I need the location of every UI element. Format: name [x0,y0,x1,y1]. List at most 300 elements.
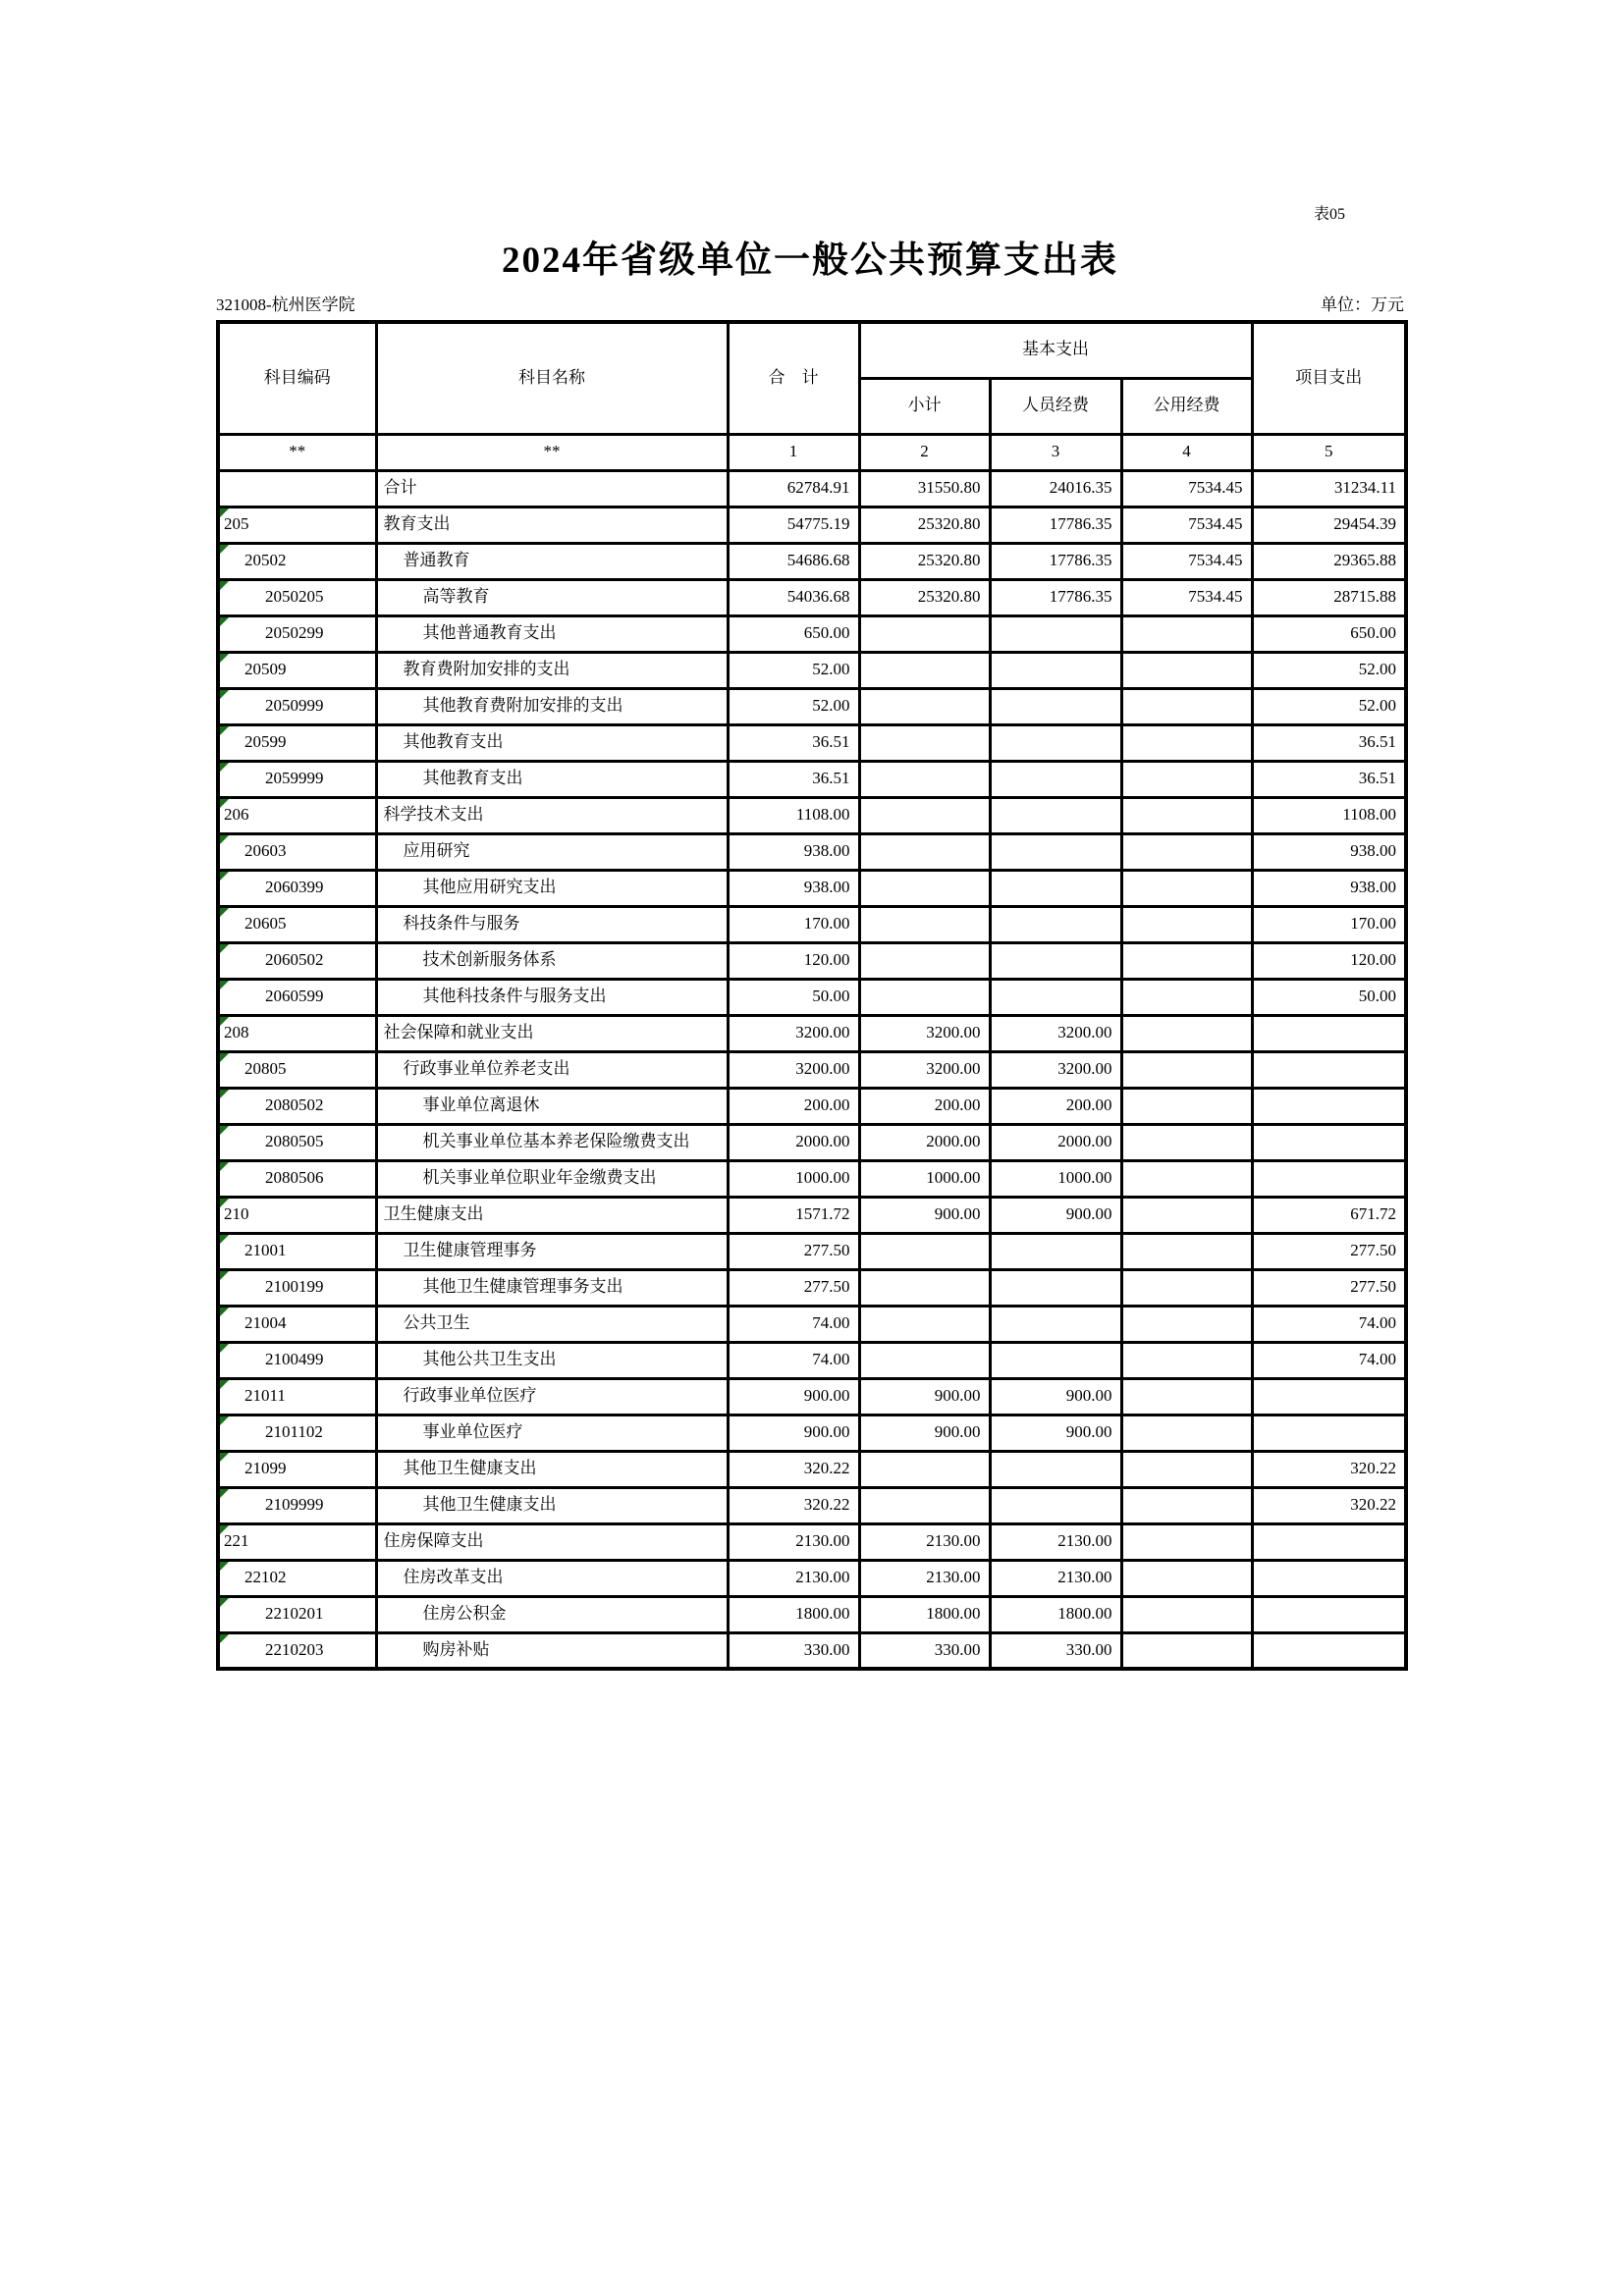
subject-code-cell [218,979,376,1015]
public-funds-value-cell [1121,724,1252,761]
personnel-funds-value-cell [990,1306,1121,1342]
basic-subtotal-value-cell: 900.00 [859,1415,990,1451]
cell-corner-marker-icon [220,944,229,953]
public-funds-value-cell [1121,1306,1252,1342]
cell-corner-marker-icon [220,1453,229,1462]
project-expenditure-value-cell: 277.50 [1252,1233,1406,1269]
index-cell: ** [218,434,376,470]
subject-name-cell: 机关事业单位基本养老保险缴费支出 [376,1124,728,1160]
public-funds-value-cell [1121,870,1252,906]
cell-corner-marker-icon [220,545,229,554]
cell-corner-marker-icon [220,1634,229,1643]
basic-subtotal-value-cell: 900.00 [859,1378,990,1415]
public-funds-value-cell [1121,1596,1252,1632]
table-row [218,1378,1406,1415]
subject-code-cell [218,543,376,579]
project-expenditure-value-cell [1252,1015,1406,1051]
subject-name-cell: 应用研究 [376,833,728,870]
basic-subtotal-value-cell: 3200.00 [859,1015,990,1051]
total-value-cell: 938.00 [728,870,859,906]
total-value-cell: 54686.68 [728,543,859,579]
total-value-cell: 320.22 [728,1487,859,1523]
cell-corner-marker-icon [220,726,229,735]
subject-code: 21004 [244,1313,287,1333]
public-funds-value-cell [1121,652,1252,688]
personnel-funds-value-cell: 900.00 [990,1378,1121,1415]
table-row [218,579,1406,615]
subject-code-cell [218,1233,376,1269]
table-row [218,761,1406,797]
subject-code: 21011 [244,1386,286,1406]
cell-corner-marker-icon [220,1199,229,1207]
basic-subtotal-value-cell: 3200.00 [859,1051,990,1088]
table-row [218,470,1406,507]
table-row [218,724,1406,761]
subject-name-cell: 机关事业单位职业年金缴费支出 [376,1160,728,1197]
table-row [218,979,1406,1015]
personnel-funds-value-cell [990,797,1121,833]
subject-code-cell [218,1632,376,1669]
cell-corner-marker-icon [220,690,229,699]
subject-name-cell: 其他应用研究支出 [376,870,728,906]
subject-code-cell [218,507,376,543]
index-cell: 1 [728,434,859,470]
subject-code: 2100199 [265,1277,324,1297]
subject-name-cell: 高等教育 [376,579,728,615]
table-row [218,615,1406,652]
basic-subtotal-value-cell: 2000.00 [859,1124,990,1160]
subject-code-cell [218,761,376,797]
subject-name-cell: 购房补贴 [376,1632,728,1669]
project-expenditure-value-cell [1252,1596,1406,1632]
subject-code-cell [218,1088,376,1124]
subject-code: 206 [224,805,249,825]
basic-subtotal-value-cell: 200.00 [859,1088,990,1124]
subject-code: 20599 [244,732,287,752]
project-expenditure-value-cell: 50.00 [1252,979,1406,1015]
total-value-cell: 74.00 [728,1306,859,1342]
basic-subtotal-value-cell: 1000.00 [859,1160,990,1197]
cell-corner-marker-icon [220,763,229,772]
subject-code-cell [218,579,376,615]
public-funds-value-cell [1121,942,1252,979]
subject-code-cell [218,1596,376,1632]
subject-name-cell: 住房保障支出 [376,1523,728,1560]
personnel-funds-value-cell [990,761,1121,797]
subject-code: 2050205 [265,587,324,607]
subject-code: 22102 [244,1568,287,1587]
project-expenditure-value-cell: 52.00 [1252,652,1406,688]
basic-subtotal-value-cell [859,688,990,724]
table-row [218,688,1406,724]
subject-code-cell [218,1378,376,1415]
personnel-funds-value-cell [990,1342,1121,1378]
project-expenditure-value-cell [1252,1523,1406,1560]
cell-corner-marker-icon [220,1562,229,1571]
table-row [218,652,1406,688]
table-row [218,1160,1406,1197]
personnel-funds-value-cell [990,833,1121,870]
project-expenditure-value-cell: 320.22 [1252,1451,1406,1487]
total-value-cell: 54775.19 [728,507,859,543]
subject-name-cell: 住房公积金 [376,1596,728,1632]
cell-corner-marker-icon [220,1308,229,1316]
table-row [218,543,1406,579]
table-row [218,1415,1406,1451]
cell-corner-marker-icon [220,799,229,808]
subject-code: 2059999 [265,769,324,788]
subject-code-cell [218,1487,376,1523]
sheet-number-label: 表05 [1314,206,1346,223]
table-row [218,1124,1406,1160]
cell-corner-marker-icon [220,872,229,881]
public-funds-value-cell [1121,615,1252,652]
subject-name-cell: 其他公共卫生支出 [376,1342,728,1378]
basic-subtotal-value-cell: 25320.80 [859,543,990,579]
public-funds-value-cell [1121,1160,1252,1197]
basic-subtotal-value-cell: 900.00 [859,1197,990,1233]
basic-subtotal-value-cell: 31550.80 [859,470,990,507]
public-funds-value-cell [1121,1015,1252,1051]
public-funds-value-cell [1121,1378,1252,1415]
subject-name-cell: 卫生健康管理事务 [376,1233,728,1269]
subject-code-cell [218,1015,376,1051]
total-value-cell: 2130.00 [728,1560,859,1596]
personnel-funds-value-cell: 3200.00 [990,1015,1121,1051]
public-funds-value-cell [1121,1451,1252,1487]
total-value-cell: 36.51 [728,724,859,761]
basic-subtotal-value-cell: 25320.80 [859,579,990,615]
unit-note: 单位：万元 [1321,295,1404,314]
unit-code-name: 321008-杭州医学院 [216,295,355,314]
header-public-funds: 公用经费 [1121,378,1252,434]
project-expenditure-value-cell [1252,1051,1406,1088]
table-row [218,507,1406,543]
subject-code-cell [218,833,376,870]
table-row [218,1487,1406,1523]
budget-table [216,320,1408,1671]
public-funds-value-cell [1121,1124,1252,1160]
cell-corner-marker-icon [220,908,229,917]
cell-corner-marker-icon [220,508,229,517]
basic-subtotal-value-cell [859,1306,990,1342]
subject-name-cell: 其他科技条件与服务支出 [376,979,728,1015]
subject-name-cell: 科技条件与服务 [376,906,728,942]
table-row [218,797,1406,833]
basic-subtotal-value-cell [859,906,990,942]
subject-name-cell: 其他教育支出 [376,761,728,797]
table-meta-line [216,291,1404,315]
personnel-funds-value-cell [990,1269,1121,1306]
project-expenditure-value-cell: 120.00 [1252,942,1406,979]
total-value-cell: 200.00 [728,1088,859,1124]
subject-code: 208 [224,1023,249,1042]
cell-corner-marker-icon [220,1416,229,1425]
basic-subtotal-value-cell [859,870,990,906]
subject-code: 21001 [244,1241,287,1260]
personnel-funds-value-cell [990,1233,1121,1269]
subject-name-cell: 普通教育 [376,543,728,579]
project-expenditure-value-cell [1252,1088,1406,1124]
subject-code-cell [218,1160,376,1197]
total-value-cell: 1800.00 [728,1596,859,1632]
table-row [218,1451,1406,1487]
table-row [218,1632,1406,1669]
index-cell: 2 [859,434,990,470]
header-subject-name: 科目名称 [376,322,728,434]
header-basic-expenditure-group: 基本支出 [859,322,1252,378]
personnel-funds-value-cell: 3200.00 [990,1051,1121,1088]
index-cell: 5 [1252,434,1406,470]
project-expenditure-value-cell: 938.00 [1252,833,1406,870]
subject-code: 20603 [244,841,287,861]
subject-code: 2060599 [265,987,324,1006]
subject-code-cell [218,1051,376,1088]
header-personnel-funds: 人员经费 [990,378,1121,434]
total-value-cell: 52.00 [728,688,859,724]
subject-code-cell [218,652,376,688]
subject-code: 21099 [244,1459,287,1478]
public-funds-value-cell [1121,1342,1252,1378]
cell-corner-marker-icon [220,1598,229,1607]
header-project-expenditure: 项目支出 [1252,322,1406,434]
total-value-cell: 650.00 [728,615,859,652]
budget-table-header [218,322,1406,470]
subject-name-cell: 其他卫生健康支出 [376,1451,728,1487]
basic-subtotal-value-cell [859,1269,990,1306]
total-value-cell: 1571.72 [728,1197,859,1233]
cell-corner-marker-icon [220,617,229,626]
project-expenditure-value-cell: 650.00 [1252,615,1406,652]
subject-code-cell [218,1560,376,1596]
project-expenditure-value-cell: 320.22 [1252,1487,1406,1523]
subject-code-cell [218,688,376,724]
total-value-cell: 938.00 [728,833,859,870]
subject-code-cell [218,724,376,761]
personnel-funds-value-cell: 1000.00 [990,1160,1121,1197]
subject-code: 2080506 [265,1168,324,1188]
table-row [218,1306,1406,1342]
cell-corner-marker-icon [220,1017,229,1026]
project-expenditure-value-cell [1252,1160,1406,1197]
subject-code: 210 [224,1204,249,1224]
public-funds-value-cell [1121,761,1252,797]
subject-code: 2060399 [265,878,324,897]
table-row [218,1197,1406,1233]
index-cell: 4 [1121,434,1252,470]
subject-code-cell [218,1269,376,1306]
page-title: 2024年省级单位一般公共预算支出表 [502,240,1118,281]
subject-name-cell: 教育支出 [376,507,728,543]
total-value-cell: 2130.00 [728,1523,859,1560]
project-expenditure-value-cell [1252,1415,1406,1451]
subject-code-cell [218,1523,376,1560]
subject-name-cell: 科学技术支出 [376,797,728,833]
subject-code: 20605 [244,914,287,934]
personnel-funds-value-cell [990,724,1121,761]
subject-name-cell: 住房改革支出 [376,1560,728,1596]
subject-name-cell: 技术创新服务体系 [376,942,728,979]
public-funds-value-cell: 7534.45 [1121,507,1252,543]
table-row [218,1269,1406,1306]
public-funds-value-cell [1121,1632,1252,1669]
subject-code: 20509 [244,660,287,679]
subject-code-cell [218,797,376,833]
total-value-cell: 74.00 [728,1342,859,1378]
personnel-funds-value-cell: 24016.35 [990,470,1121,507]
project-expenditure-value-cell: 671.72 [1252,1197,1406,1233]
public-funds-value-cell [1121,906,1252,942]
project-expenditure-value-cell: 1108.00 [1252,797,1406,833]
cell-corner-marker-icon [220,581,229,590]
subject-name-cell: 教育费附加安排的支出 [376,652,728,688]
personnel-funds-value-cell [990,688,1121,724]
subject-code: 2050299 [265,623,324,643]
basic-subtotal-value-cell [859,1233,990,1269]
subject-code-cell [218,1342,376,1378]
personnel-funds-value-cell: 17786.35 [990,579,1121,615]
index-cell: 3 [990,434,1121,470]
subject-code: 2210201 [265,1604,324,1624]
subject-name-cell: 其他教育支出 [376,724,728,761]
public-funds-value-cell [1121,1487,1252,1523]
subject-code-cell [218,906,376,942]
personnel-funds-value-cell [990,942,1121,979]
basic-subtotal-value-cell: 1800.00 [859,1596,990,1632]
subject-name-cell: 行政事业单位养老支出 [376,1051,728,1088]
subject-code-cell [218,1451,376,1487]
table-row [218,870,1406,906]
subject-code-cell [218,470,376,507]
header-basic-subtotal: 小计 [859,378,990,434]
subject-name-cell: 其他卫生健康管理事务支出 [376,1269,728,1306]
cell-corner-marker-icon [220,1380,229,1389]
subject-code-cell [218,1306,376,1342]
total-value-cell: 50.00 [728,979,859,1015]
basic-subtotal-value-cell: 2130.00 [859,1560,990,1596]
table-row [218,1051,1406,1088]
budget-table-body [218,470,1406,1669]
project-expenditure-value-cell [1252,1560,1406,1596]
subject-name-cell: 公共卫生 [376,1306,728,1342]
cell-corner-marker-icon [220,1053,229,1062]
table-row [218,833,1406,870]
subject-name-cell: 卫生健康支出 [376,1197,728,1233]
personnel-funds-value-cell: 330.00 [990,1632,1121,1669]
total-value-cell: 54036.68 [728,579,859,615]
total-value-cell: 900.00 [728,1378,859,1415]
basic-subtotal-value-cell [859,1342,990,1378]
total-value-cell: 170.00 [728,906,859,942]
public-funds-value-cell [1121,1415,1252,1451]
table-row [218,942,1406,979]
subject-code: 20502 [244,551,287,570]
total-value-cell: 62784.91 [728,470,859,507]
project-expenditure-value-cell: 277.50 [1252,1269,1406,1306]
subject-code: 2080505 [265,1132,324,1151]
subject-code: 2060502 [265,950,324,970]
subject-name-cell: 社会保障和就业支出 [376,1015,728,1051]
project-expenditure-value-cell [1252,1124,1406,1160]
total-value-cell: 1108.00 [728,797,859,833]
subject-code: 205 [224,514,249,534]
project-expenditure-value-cell: 74.00 [1252,1342,1406,1378]
personnel-funds-value-cell: 2130.00 [990,1560,1121,1596]
total-value-cell: 3200.00 [728,1051,859,1088]
personnel-funds-value-cell [990,870,1121,906]
total-value-cell: 2000.00 [728,1124,859,1160]
column-index-row [218,434,1406,470]
subject-name-cell: 其他普通教育支出 [376,615,728,652]
personnel-funds-value-cell [990,906,1121,942]
table-row [218,1523,1406,1560]
subject-code: 2050999 [265,696,324,716]
public-funds-value-cell: 7534.45 [1121,543,1252,579]
total-value-cell: 277.50 [728,1233,859,1269]
basic-subtotal-value-cell: 2130.00 [859,1523,990,1560]
subject-code-cell [218,942,376,979]
total-value-cell: 320.22 [728,1451,859,1487]
personnel-funds-value-cell [990,615,1121,652]
subject-code-cell [218,870,376,906]
table-row [218,906,1406,942]
total-value-cell: 52.00 [728,652,859,688]
subject-name-cell: 事业单位医疗 [376,1415,728,1451]
basic-subtotal-value-cell [859,724,990,761]
table-row [218,1342,1406,1378]
public-funds-value-cell: 7534.45 [1121,470,1252,507]
public-funds-value-cell [1121,1233,1252,1269]
public-funds-value-cell: 7534.45 [1121,579,1252,615]
total-value-cell: 900.00 [728,1415,859,1451]
subject-code-cell [218,1124,376,1160]
cell-corner-marker-icon [220,1090,229,1098]
table-row [218,1596,1406,1632]
personnel-funds-value-cell: 2130.00 [990,1523,1121,1560]
subject-code-cell [218,615,376,652]
public-funds-value-cell [1121,833,1252,870]
personnel-funds-value-cell: 17786.35 [990,507,1121,543]
subject-code: 2101102 [265,1422,323,1442]
project-expenditure-value-cell: 31234.11 [1252,470,1406,507]
basic-subtotal-value-cell [859,979,990,1015]
basic-subtotal-value-cell: 330.00 [859,1632,990,1669]
cell-corner-marker-icon [220,981,229,989]
basic-subtotal-value-cell [859,652,990,688]
project-expenditure-value-cell: 938.00 [1252,870,1406,906]
header-subject-code: 科目编码 [218,322,376,434]
personnel-funds-value-cell [990,1487,1121,1523]
personnel-funds-value-cell [990,979,1121,1015]
subject-name-cell: 合计 [376,470,728,507]
project-expenditure-value-cell [1252,1378,1406,1415]
basic-subtotal-value-cell [859,1487,990,1523]
project-expenditure-value-cell [1252,1632,1406,1669]
cell-corner-marker-icon [220,1344,229,1353]
personnel-funds-value-cell: 200.00 [990,1088,1121,1124]
table-row [218,1088,1406,1124]
cell-corner-marker-icon [220,1235,229,1244]
cell-corner-marker-icon [220,1162,229,1171]
cell-corner-marker-icon [220,654,229,663]
project-expenditure-value-cell: 74.00 [1252,1306,1406,1342]
public-funds-value-cell [1121,797,1252,833]
personnel-funds-value-cell: 2000.00 [990,1124,1121,1160]
public-funds-value-cell [1121,1269,1252,1306]
total-value-cell: 330.00 [728,1632,859,1669]
subject-name-cell: 行政事业单位医疗 [376,1378,728,1415]
public-funds-value-cell [1121,688,1252,724]
